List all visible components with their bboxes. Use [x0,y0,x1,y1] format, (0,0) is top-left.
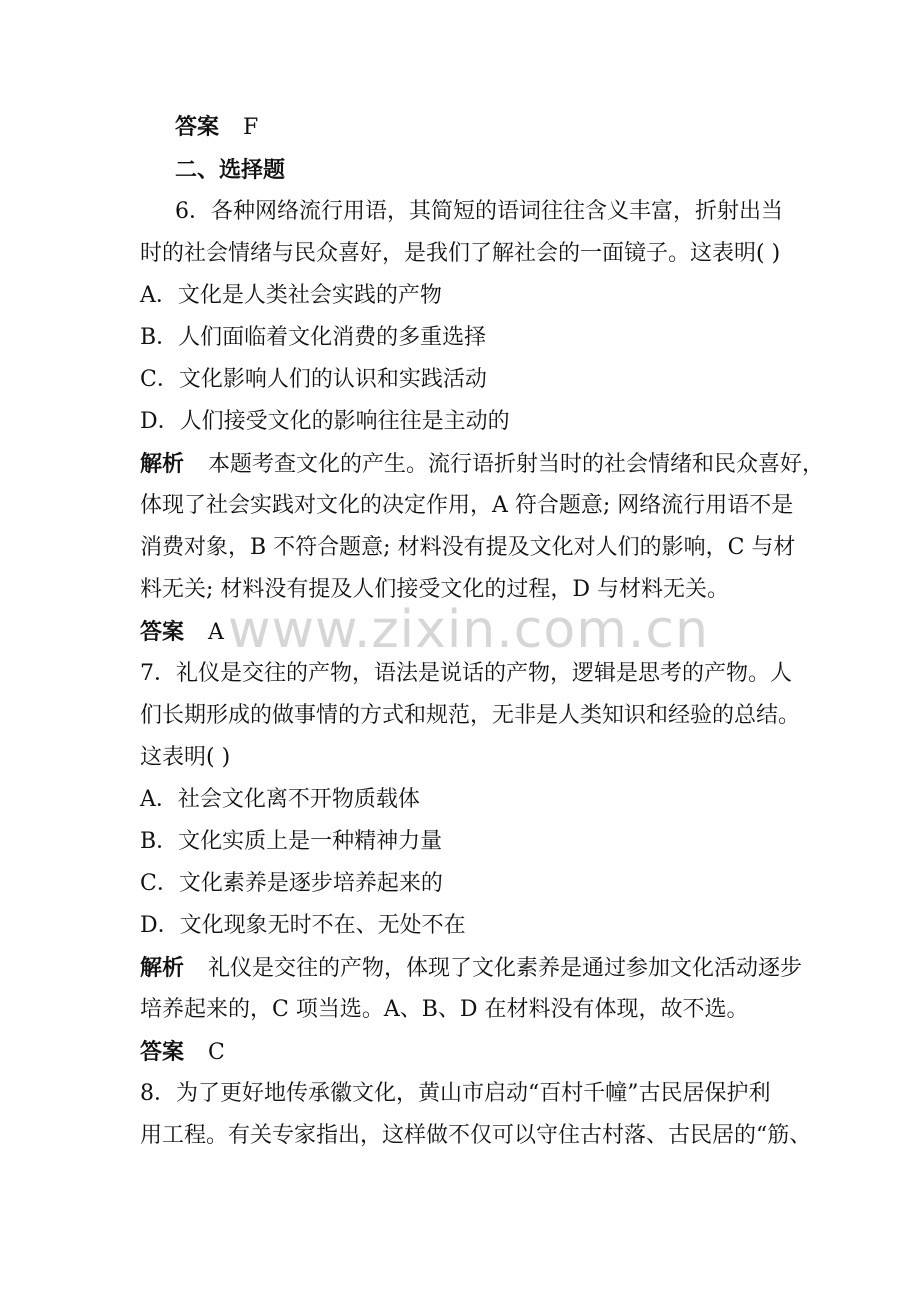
answer-label: 答案 [140,619,185,645]
answer-value: C [208,1040,225,1065]
q6-option-c: C．文化影响人们的认识和实践活动 [140,367,487,392]
q7-option-c: C．文化素养是逐步培养起来的 [140,871,443,896]
q6-analysis-line-1 [140,449,824,480]
q6-stem-line-2: 时的社会情绪与民众喜好，是我们了解社会的一面镜子。这表明( ) [140,241,781,266]
q6-answer-line [140,617,224,648]
top-answer-line [175,112,258,143]
q8-stem-line-2: 用工程。有关专家指出，这样做不仅可以守住古村落、古民居的“筋、 [140,1123,812,1148]
answer-label: 答案 [140,1039,185,1065]
q6-analysis-line-2: 体现了社会实践对文化的决定作用，A 符合题意; 网络流行用语不是 [140,493,794,518]
q7-analysis-line-2: 培养起来的，C 项当选。A、B、D 在材料没有体现，故不选。 [140,997,749,1022]
analysis-label: 解析 [140,955,185,981]
q6-analysis-line-4: 料无关; 材料没有提及人们接受文化的过程，D 与材料无关。 [140,577,730,602]
q7-option-a: A．社会文化离不开物质载体 [140,787,420,812]
analysis-text: 本题考查文化的产生。流行语折射当时的社会情绪和民众喜好， [208,452,825,477]
q6-option-d: D．人们接受文化的影响往往是主动的 [140,409,510,434]
q7-option-b: B．文化实质上是一种精神力量 [140,829,443,854]
answer-value: A [208,620,224,645]
q6-analysis-line-3: 消费对象，B 不符合题意; 材料没有提及文化对人们的影响，C 与材 [140,535,796,560]
answer-value: F [243,115,259,140]
q7-analysis-line-1 [140,953,802,984]
section-heading: 二、选择题 [175,157,286,183]
q8-stem-line-1: 8．为了更好地传承徽文化，黄山市启动“百村千幢”古民居保护利 [140,1081,771,1106]
q6-option-a: A．文化是人类社会实践的产物 [140,283,442,308]
watermark: www.zixin.com.cn [228,600,709,660]
q7-stem-line-2: 们长期形成的做事情的方式和规范，无非是人类知识和经验的总结。 [140,703,801,728]
q7-answer-line [140,1037,225,1068]
q6-option-b: B．人们面临着文化消费的多重选择 [140,325,487,350]
q7-option-d: D．文化现象无时不在、无处不在 [140,913,466,938]
answer-label: 答案 [175,114,220,140]
q7-stem-line-3: 这表明( ) [140,745,231,770]
analysis-label: 解析 [140,451,185,477]
q7-stem-line-1: 7．礼仪是交往的产物，语法是说话的产物，逻辑是思考的产物。人 [140,661,792,686]
q6-stem-line-1: 6．各种网络流行用语，其简短的语词往往含义丰富，折射出当 [175,199,783,224]
analysis-text: 礼仪是交往的产物，体现了文化素养是通过参加文化活动逐步 [208,956,803,981]
